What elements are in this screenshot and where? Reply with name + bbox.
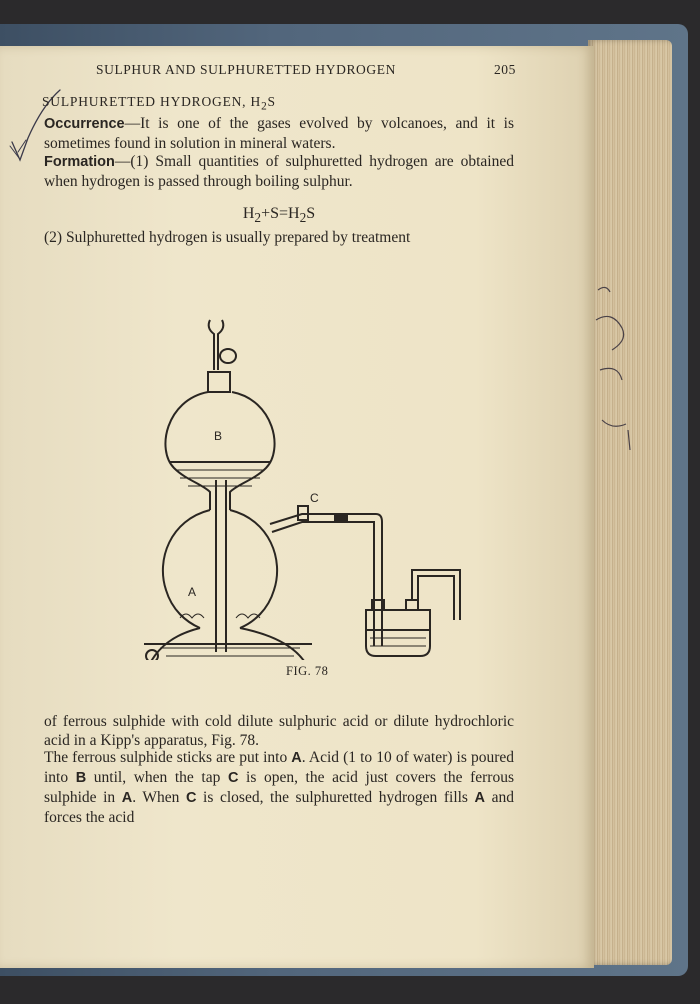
- pencil-marks-icon: [592, 280, 652, 480]
- page-edges: [588, 40, 672, 965]
- running-head: [96, 60, 516, 79]
- page-number: 205: [493, 62, 516, 77]
- paragraph-sticks: The ferrous sulphide sticks are put into A. Acid (1 to 10 of water) is poured into B until, when the tap C is open, the acid just covers the ferrous sulphide in A. When C is closed, the sulphuretted hydrogen fills A and forces the acid: [44, 749, 514, 826]
- paragraph-occurrence: Occurrence—It is one of the gases evolved by volcanoes, and it is sometimes found in solution in mineral waters.: [44, 115, 514, 152]
- paragraph-prepared: (2) Sulphuretted hydrogen is usually prepared by treatment: [44, 229, 411, 246]
- paragraph-formation: Formation—(1) Small quantities of sulphuretted hydrogen are obtained when hydrogen is passed through boiling sulphur.: [44, 153, 514, 190]
- section-title: SULPHURETTED HYDROGEN, $H_2S$: [42, 94, 276, 113]
- label-b: B: [214, 429, 223, 443]
- label-c: C: [310, 491, 319, 505]
- figure-caption: FIG. 78: [286, 664, 329, 678]
- bulb-b: [165, 392, 274, 510]
- kipps-apparatus-figure: [130, 300, 470, 660]
- running-head-title: SULPHUR AND SULPHURETTED HYDROGEN: [96, 62, 396, 77]
- wash-bottle: [366, 610, 430, 656]
- equation: $H_2+S=H_2S$: [242, 205, 316, 226]
- paragraph-continued: of ferrous sulphide with cold dilute sulphuric acid or dilute hydrochloric acid in a Kipp's apparatus, Fig. 78.: [44, 713, 514, 749]
- occurrence-label: Occurrence: [44, 116, 125, 132]
- label-a: A: [188, 585, 197, 599]
- funnel-top: [209, 320, 224, 370]
- bulb-a: [163, 510, 277, 628]
- formation-label: Formation: [44, 154, 115, 170]
